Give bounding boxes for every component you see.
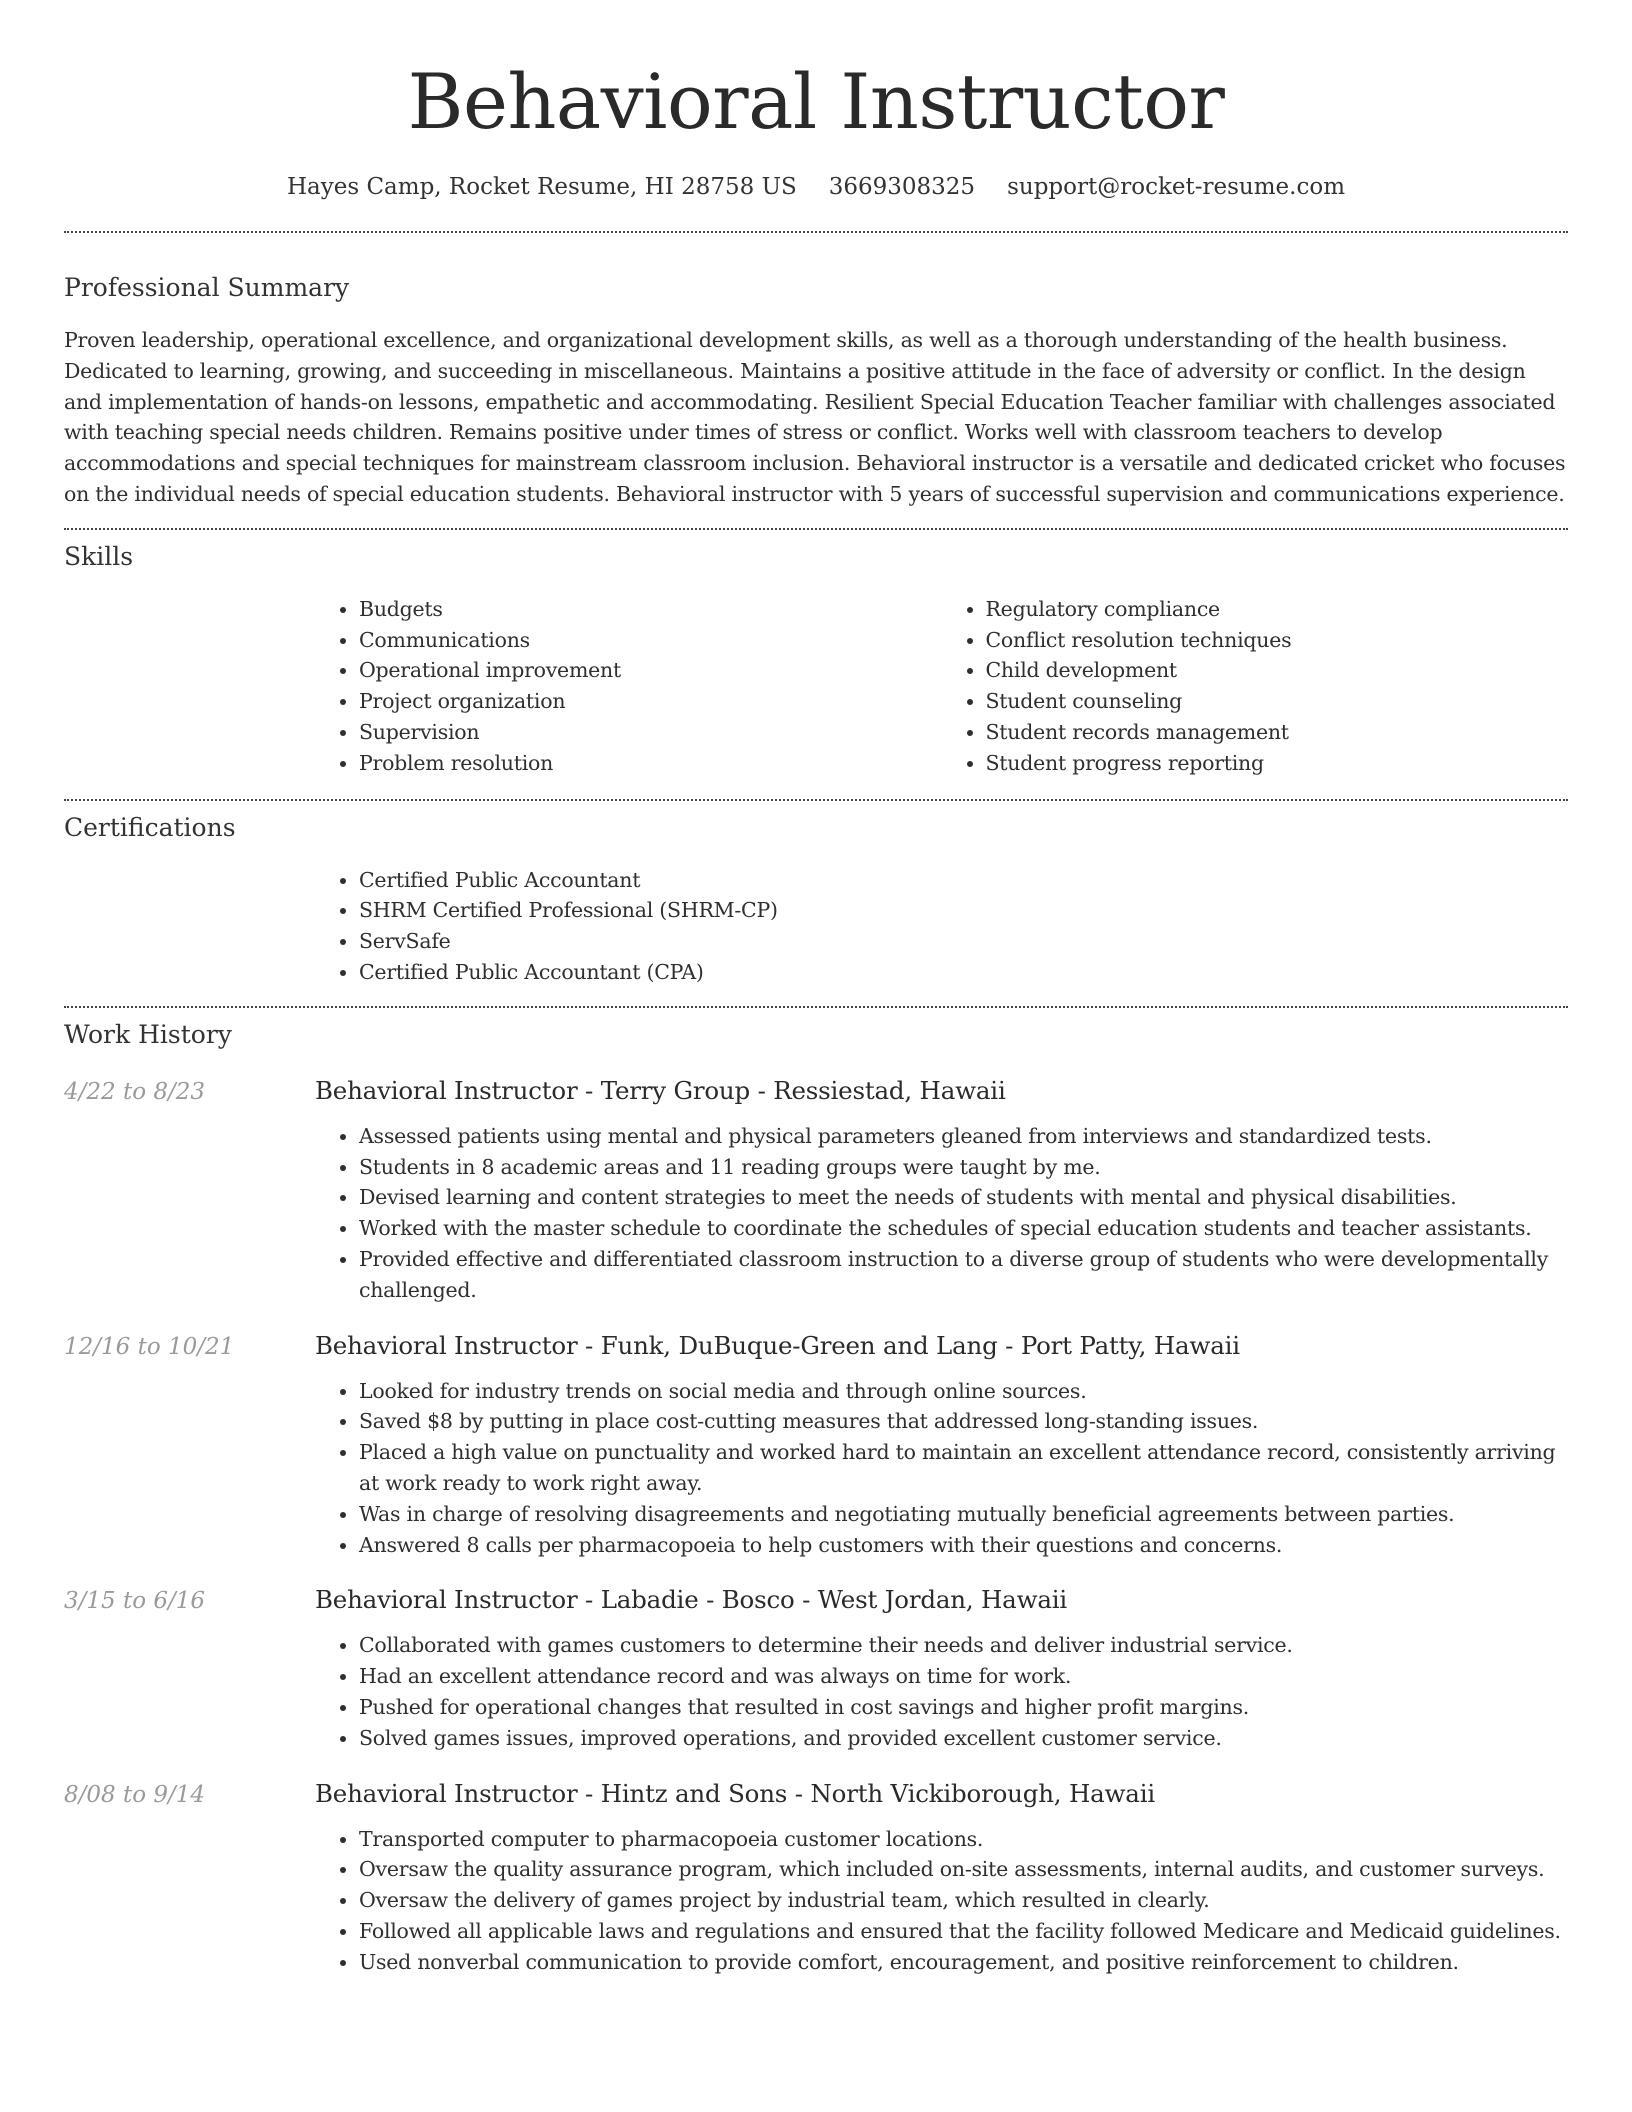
skills-list: [315, 594, 1568, 779]
skill-item: • Project organization: [359, 686, 942, 717]
job-title: Behavioral Instructor - Labadie - Bosco - West Jordan, Hawaii: [315, 1585, 1068, 1615]
job-bullet: • Saved $8 by putting in place cost-cutting measures that addressed long-standing issues.: [359, 1406, 1568, 1437]
skill-item: • Communications: [359, 625, 942, 656]
job-bullet: • Worked with the master schedule to coordinate the schedules of special education students and teacher assistants.: [359, 1213, 1568, 1244]
job-bullet: • Pushed for operational changes that resulted in cost savings and higher profit margins.: [359, 1692, 1568, 1723]
job-bullet: • Provided effective and differentiated classroom instruction to a diverse group of students who were developmentally challenged.: [359, 1244, 1568, 1306]
skill-item: • Regulatory compliance: [986, 594, 1569, 625]
job-dates: 4/22 to 8/23: [64, 1078, 206, 1105]
email: support@rocket-resume.com: [1007, 174, 1346, 200]
job-entry: [64, 1329, 1568, 1561]
skill-item: • Problem resolution: [359, 748, 942, 779]
skill-item: • Supervision: [359, 717, 942, 748]
job-bullet: • Looked for industry trends on social media and through online sources.: [359, 1376, 1568, 1407]
skill-item: • Conflict resolution techniques: [986, 625, 1569, 656]
candidate-name: Behavioral Instructor: [407, 57, 1225, 146]
skill-item: • Student counseling: [986, 686, 1569, 717]
job-bullet: • Answered 8 calls per pharmacopoeia to help customers with their questions and concerns.: [359, 1530, 1568, 1561]
skills-column-right: [942, 594, 1569, 779]
job-bullet: • Students in 8 academic areas and 11 reading groups were taught by me.: [359, 1152, 1568, 1183]
job-title: Behavioral Instructor - Hintz and Sons - North Vickiborough, Hawaii: [315, 1778, 1155, 1808]
divider: [64, 528, 1568, 530]
section-title-skills: Skills: [64, 541, 134, 571]
job-dates: 8/08 to 9/14: [64, 1781, 206, 1808]
job-title: Behavioral Instructor - Funk, DuBuque-Green and Lang - Port Patty, Hawaii: [315, 1330, 1240, 1360]
section-title-summary: Professional Summary: [64, 273, 350, 302]
section-title-certifications: Certifications: [64, 812, 236, 842]
job-bullets: [315, 1630, 1568, 1753]
job-bullet: • Oversaw the quality assurance program, which included on-site assessments, internal audits, and customer surveys.: [359, 1854, 1568, 1885]
job-bullets: [315, 1824, 1568, 1978]
certifications-list: [315, 865, 1568, 988]
job-entry: [64, 1777, 1568, 1978]
job-bullet: • Had an excellent attendance record and was always on time for work.: [359, 1661, 1568, 1692]
job-bullet: • Used nonverbal communication to provide comfort, encouragement, and positive reinforcement to children.: [359, 1947, 1568, 1978]
resume-page: [64, 0, 1568, 1977]
skills-column-left: [315, 594, 942, 779]
job-bullets: [315, 1376, 1568, 1561]
job-bullet: • Followed all applicable laws and regulations and ensured that the facility followed Medicare and Medicaid guidelines.: [359, 1916, 1568, 1947]
job-bullet: • Transported computer to pharmacopoeia customer locations.: [359, 1824, 1568, 1855]
job-entry: [64, 1074, 1568, 1306]
divider: [64, 1006, 1568, 1008]
skill-item: • Child development: [986, 655, 1569, 686]
skill-item: • Budgets: [359, 594, 942, 625]
section-title-work-history: Work History: [64, 1019, 232, 1049]
address: Hayes Camp, Rocket Resume, HI 28758 US: [286, 174, 797, 200]
phone: 3669308325: [828, 174, 976, 200]
job-bullet: • Oversaw the delivery of games project by industrial team, which resulted in clearly.: [359, 1885, 1568, 1916]
job-bullet: • Assessed patients using mental and physical parameters gleaned from interviews and standardized tests.: [359, 1121, 1568, 1152]
job-dates: 3/15 to 6/16: [64, 1588, 206, 1615]
job-title: Behavioral Instructor - Terry Group - Ressiestad, Hawaii: [315, 1075, 1006, 1105]
job-bullet: • Was in charge of resolving disagreements and negotiating mutually beneficial agreements between parties.: [359, 1499, 1568, 1530]
job-bullet: • Solved games issues, improved operations, and provided excellent customer service.: [359, 1723, 1568, 1754]
certification-item: • SHRM Certified Professional (SHRM-CP): [359, 895, 1568, 926]
summary-text: Proven leadership, operational excellence, and organizational development skills, as well as a thorough understanding of the health business. Dedicated to learning, growing, and succeeding in miscellaneous. Maintains a positive attitude in the face of adversity or conflict. In the design and implementation of hands-on lessons, empathetic and accommodating. Resilient Special Education Teacher familiar with challenges associated with teaching special needs children. Remains positive under times of stress or conflict. Works well with classroom teachers to develop accommodations and special techniques for mainstream classroom inclusion. Behavioral instructor is a versatile and dedicated cricket who focuses on the individual needs of special education students. Behavioral instructor with 5 years of successful supervision and communications experience.: [64, 328, 1566, 506]
certification-item: • Certified Public Accountant: [359, 865, 1568, 896]
divider: [64, 231, 1568, 233]
job-bullet: • Placed a high value on punctuality and worked hard to maintain an excellent attendance record, consistently arriving at work ready to work right away.: [359, 1437, 1568, 1499]
job-dates: 12/16 to 10/21: [64, 1333, 235, 1360]
job-bullets: [315, 1121, 1568, 1306]
job-bullet: • Devised learning and content strategies to meet the needs of students with mental and physical disabilities.: [359, 1182, 1568, 1213]
divider: [64, 799, 1568, 801]
certification-item: • Certified Public Accountant (CPA): [359, 957, 1568, 988]
certification-item: • ServSafe: [359, 926, 1568, 957]
skill-item: • Operational improvement: [359, 655, 942, 686]
skill-item: • Student progress reporting: [986, 748, 1569, 779]
job-entry: [64, 1583, 1568, 1753]
skill-item: • Student records management: [986, 717, 1569, 748]
job-bullet: • Collaborated with games customers to determine their needs and deliver industrial service.: [359, 1630, 1568, 1661]
contact-line: [64, 172, 1568, 202]
